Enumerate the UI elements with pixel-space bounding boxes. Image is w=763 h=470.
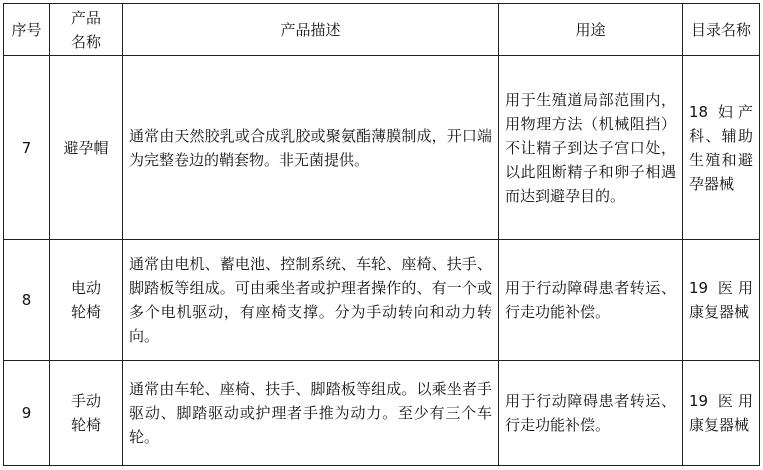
row-use: 用于行动障碍患者转运、行走功能补偿。 — [499, 361, 683, 466]
table-row — [4, 56, 760, 240]
header-use: 用途 — [499, 4, 683, 56]
row-catalog: 19 医用康复器械 — [683, 361, 760, 466]
row-description: 通常由天然胶乳或合成乳胶或聚氨酯薄膜制成，开口端为完整卷边的鞘套物。非无菌提供。 — [123, 56, 499, 240]
row-seq: 9 — [4, 361, 50, 466]
table-header-row — [4, 4, 760, 56]
row-catalog: 19 医用康复器械 — [683, 240, 760, 361]
row-product-name-line1: 避孕帽 — [63, 138, 109, 157]
row-product-name — [50, 240, 123, 361]
row-product-name-line1: 手动 — [70, 392, 101, 410]
row-product-name-line2: 轮椅 — [70, 303, 101, 321]
row-product-name — [50, 361, 123, 466]
header-catalog: 目录名称 — [683, 4, 760, 56]
row-description: 通常由电机、蓄电池、控制系统、车轮、座椅、扶手、脚踏板等组成。可由乘坐者或护理者操作的、有一个或多个电机驱动，有座椅支撑。分为手动转向和动力转向。 — [123, 240, 499, 361]
row-catalog: 18 妇产科、辅助生殖和避孕器械 — [683, 56, 760, 240]
row-use: 用于生殖道局部范围内，用物理方法（机械阻挡）不让精子到达子宫口处，以此阻断精子和卵子相遇而达到避孕目的。 — [499, 56, 683, 240]
row-seq: 7 — [4, 56, 50, 240]
row-product-name-line2: 轮椅 — [70, 416, 101, 434]
row-description: 通常由车轮、座椅、扶手、脚踏板等组成。以乘坐者手驱动、脚踏驱动或护理者手推为动力。至少有三个车轮。 — [123, 361, 499, 466]
header-product-name-line1: 产品 — [70, 8, 101, 27]
row-product-name — [50, 56, 123, 240]
header-product-name-line2: 名称 — [70, 32, 101, 51]
row-use: 用于行动障碍患者转运、行走功能补偿。 — [499, 240, 683, 361]
header-description: 产品描述 — [123, 4, 499, 56]
product-table — [3, 3, 760, 466]
table-row — [4, 361, 760, 466]
row-product-name-line1: 电动 — [70, 279, 101, 297]
table-row — [4, 240, 760, 361]
header-product-name — [50, 4, 123, 56]
header-seq: 序号 — [4, 4, 50, 56]
row-seq: 8 — [4, 240, 50, 361]
